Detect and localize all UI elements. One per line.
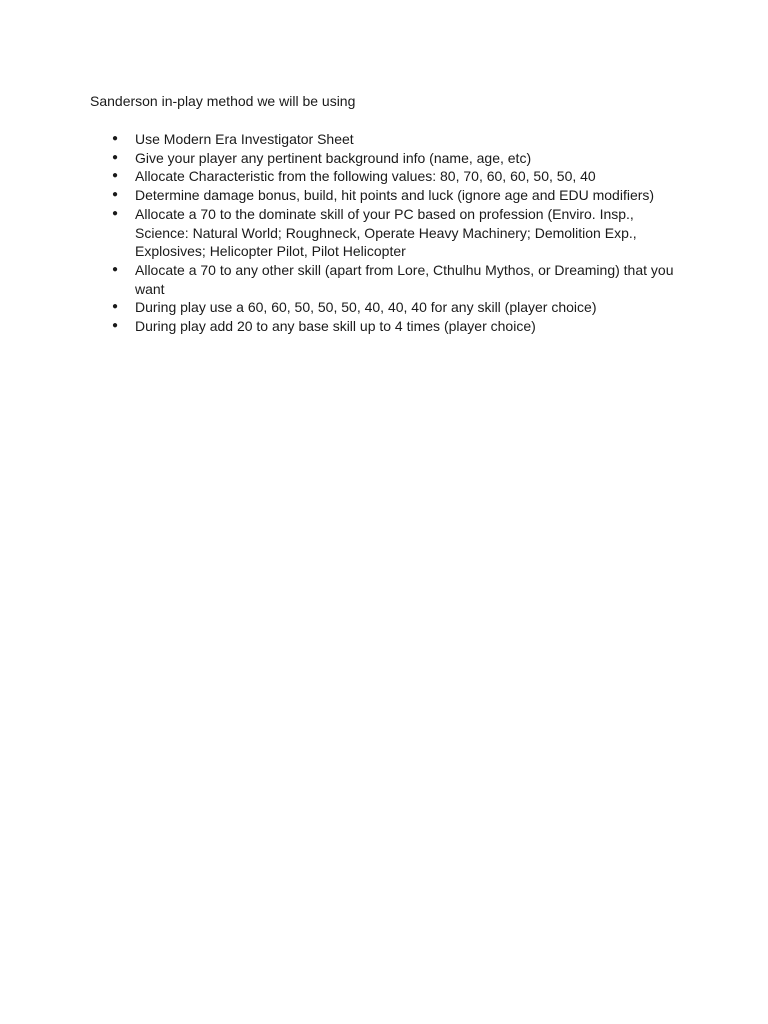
bullet-list (90, 130, 680, 336)
list-item: ● Allocate a 70 to any other skill (apart from Lore, Cthulhu Mythos, or Dreaming) that you want (90, 261, 680, 298)
intro-text: Sanderson in-play method we will be using (90, 93, 356, 109)
list-item: ● During play use a 60, 60, 50, 50, 50, 40, 40, 40 for any skill (player choice) (90, 298, 680, 317)
list-item: ● Use Modern Era Investigator Sheet (90, 130, 680, 149)
list-item: ● During play add 20 to any base skill up to 4 times (player choice) (90, 317, 680, 336)
list-item: ● Determine damage bonus, build, hit points and luck (ignore age and EDU modifiers) (90, 186, 680, 205)
list-item: ● Allocate Characteristic from the following values: 80, 70, 60, 60, 50, 50, 40 (90, 167, 680, 186)
list-item: ● Give your player any pertinent background info (name, age, etc) (90, 149, 680, 168)
list-item: ● Allocate a 70 to the dominate skill of your PC based on profession (Enviro. Insp., Science: Natural World; Roughneck, Operate Heavy Machinery; Demolition Exp., Explosives; Helicopter Pilot, Pilot Helicopter (90, 205, 680, 261)
